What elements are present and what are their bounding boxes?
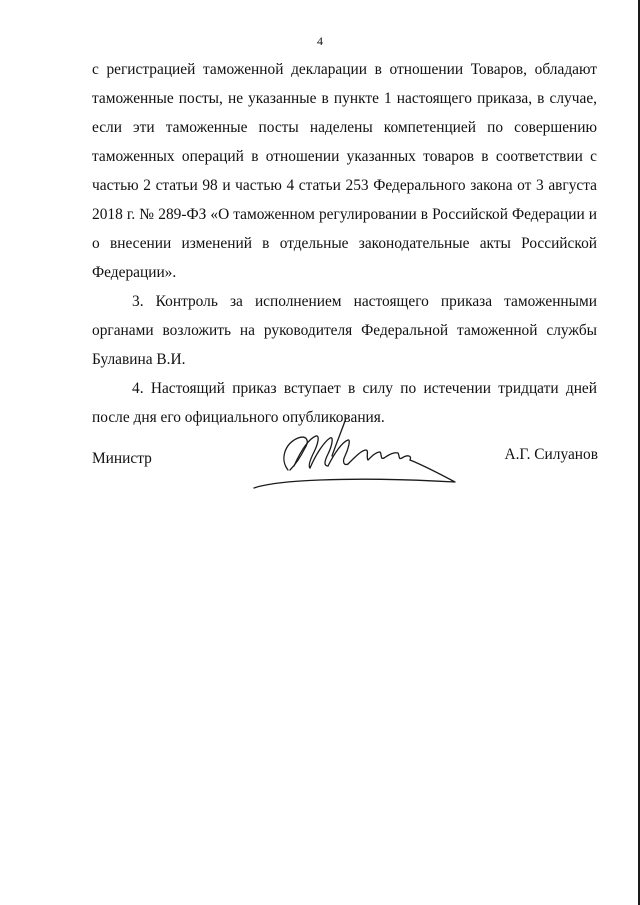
handwritten-signature: [250, 408, 470, 493]
paragraph-continuation: [92, 55, 597, 287]
paragraph-text: Контроль за исполнением настоящего приказа таможенными органами возложить на руководителя Федеральной таможенной службы Булавина В.И.: [92, 293, 597, 368]
paragraph-number: 3.: [132, 293, 144, 310]
page-number: 4: [317, 34, 323, 48]
document-body: [92, 55, 597, 432]
signer-name: А.Г. Силуанов: [504, 446, 598, 463]
paragraph-number: 4.: [132, 380, 144, 397]
paragraph-text: с регистрацией таможенной декларации в отношении Товаров, обладают таможенные посты, не указанные в пункте 1 настоящего приказа, в случае, если эти таможенные посты наделены компетенцией по совершению таможенных операций в отношении указанных товаров в соответствии с частью 2 статьи 98 и частью 4 статьи 253 Федерального закона от 3 августа 2018 г. № 289-ФЗ «О таможенном регулировании в Российской Федерации и о внесении изменений в отдельные законодательные акты Российской Федерации».: [92, 61, 597, 281]
paragraph-text: Настоящий приказ вступает в силу по истечении тридцати дней после дня его официального опубликования.: [92, 380, 597, 426]
signer-role: Министр: [92, 450, 152, 467]
signature-block: [0, 400, 640, 500]
paragraph-3: [92, 287, 597, 374]
